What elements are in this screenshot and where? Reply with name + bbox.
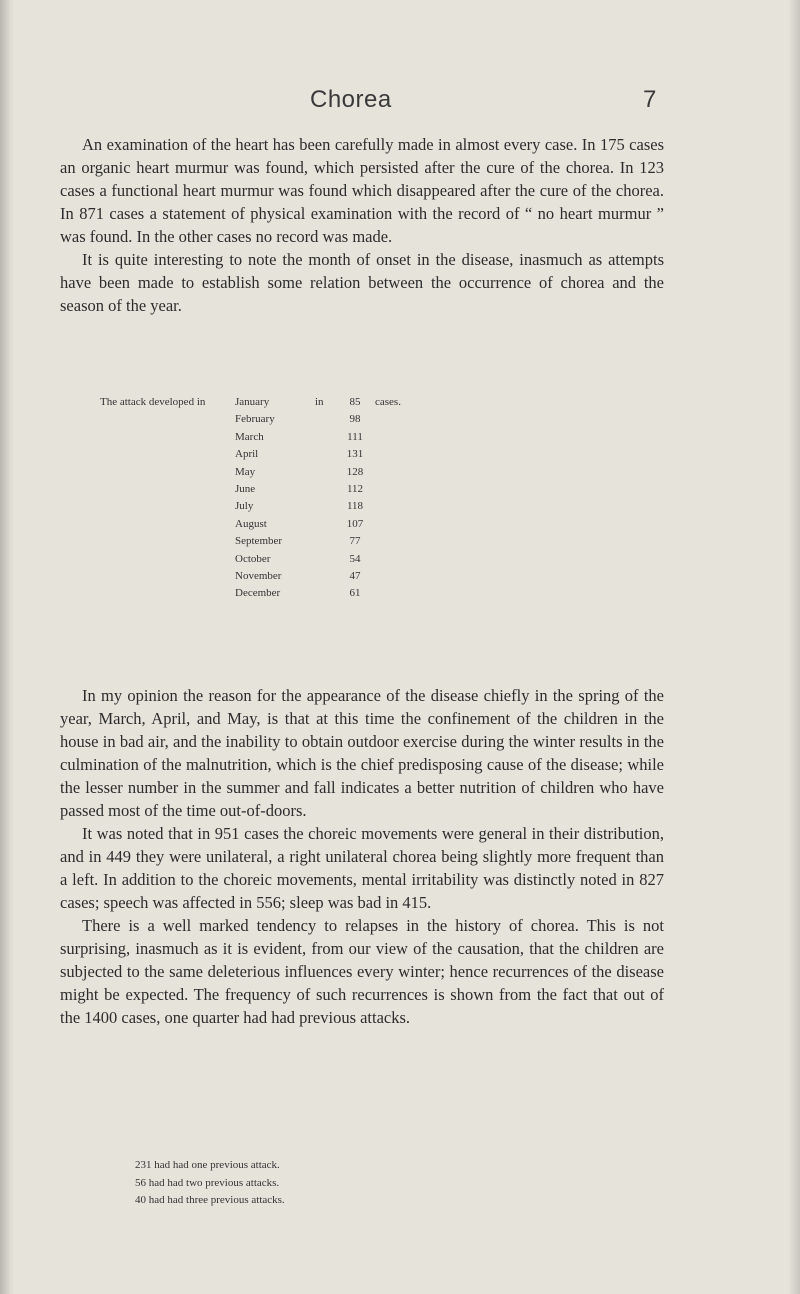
table-month: November: [235, 569, 282, 582]
table-count: 128: [346, 465, 364, 478]
table-count: 54: [349, 552, 361, 565]
paragraph-month-of-onset: It is quite interesting to note the month of onset in the disease, inasmuch as attempts have been made to establish some relation between the occurrence of chorea and the season of the year.: [60, 250, 664, 315]
previous-attacks-list: [135, 1157, 285, 1210]
table-month: July: [235, 500, 254, 513]
paragraph-heart-examination: An examination of the heart has been carefully made in almost every case. In 175 cases an organic heart murmur was found, which persisted after the cure of the chorea. In 123 cases a functional heart murmur was found which disappeared after the cure of the chorea. In 871 cases a statement of physical examination with the record of “ no heart murmur ” was found. In the other cases no record was made.: [60, 135, 664, 246]
table-row: [100, 429, 600, 446]
table-count: 77: [349, 535, 361, 548]
table-count: 118: [346, 500, 364, 513]
table-row: [100, 411, 600, 428]
table-cases-word: cases.: [375, 396, 401, 408]
table-row: [100, 585, 600, 602]
running-title: Chorea: [310, 86, 392, 113]
table-month: September: [235, 535, 283, 548]
table-row: [100, 551, 600, 568]
list-item: 56 had had two previous attacks.: [135, 1176, 280, 1189]
table-count: 107: [346, 517, 364, 530]
table-row: [100, 394, 600, 411]
running-head: [60, 86, 660, 118]
table-month: April: [235, 448, 259, 461]
table-row: [100, 516, 600, 533]
table-count: 111: [347, 430, 363, 443]
table-month: June: [235, 482, 256, 495]
table-count: 61: [349, 587, 361, 600]
table-month: February: [235, 413, 275, 426]
table-count: 112: [346, 482, 364, 495]
list-item: 40 had had three previous attacks.: [135, 1194, 285, 1206]
table-month: May: [235, 465, 256, 478]
paragraph-choreic-movements: It was noted that in 951 cases the choreic movements were general in their distribution, and in 449 they were unilateral, a right unilateral chorea being slightly more frequent than a left. In addition to the choreic movements, mental irritability was distinctly noted in 827 cases; speech was affected in 556; sleep was bad in 415.: [60, 824, 664, 912]
table-row: [100, 498, 600, 515]
table-row: [100, 464, 600, 481]
body-text-bottom: [60, 684, 664, 1029]
table-month: December: [235, 587, 281, 600]
table-count: 98: [349, 413, 361, 426]
table-in-word: in: [315, 396, 324, 408]
body-text-top: [60, 133, 664, 317]
table-row: [100, 481, 600, 498]
table-count: 131: [346, 448, 364, 461]
paragraph-relapses: There is a well marked tendency to relapses in the history of chorea. This is not surprising, inasmuch as it is evident, from our view of the causation, that the children are subjected to the same deleterious influences every winter; hence recurrences of the disease might be expected. The frequency of such recurrences is shown from the fact that out of the 1400 cases, one quarter had had previous attacks.: [60, 916, 664, 1027]
table-row: [100, 568, 600, 585]
paragraph-spring-reason: In my opinion the reason for the appearance of the disease chiefly in the spring of the year, March, April, and May, is that at this time the confinement of the children in the house in bad air, and the inability to obtain outdoor exercise during the winter results in the culmination of the malnutrition, which is the chief predisposing cause of the disease; while the lesser number in the summer and fall indicates a better nutrition of children who have passed most of the time out-of-doors.: [60, 686, 664, 820]
page-number: 7: [643, 86, 657, 113]
table-lead-text: The attack developed in: [100, 396, 206, 408]
table-count: 85: [349, 396, 361, 408]
list-item: 231 had had one previous attack.: [135, 1159, 280, 1171]
table-month: March: [235, 430, 264, 443]
table-row: [100, 533, 600, 550]
table-count: 47: [349, 569, 361, 582]
table-month: October: [235, 552, 271, 565]
onset-by-month-table: [100, 394, 600, 603]
table-row: [100, 446, 600, 463]
table-month: August: [235, 517, 267, 530]
table-month: January: [235, 396, 270, 408]
